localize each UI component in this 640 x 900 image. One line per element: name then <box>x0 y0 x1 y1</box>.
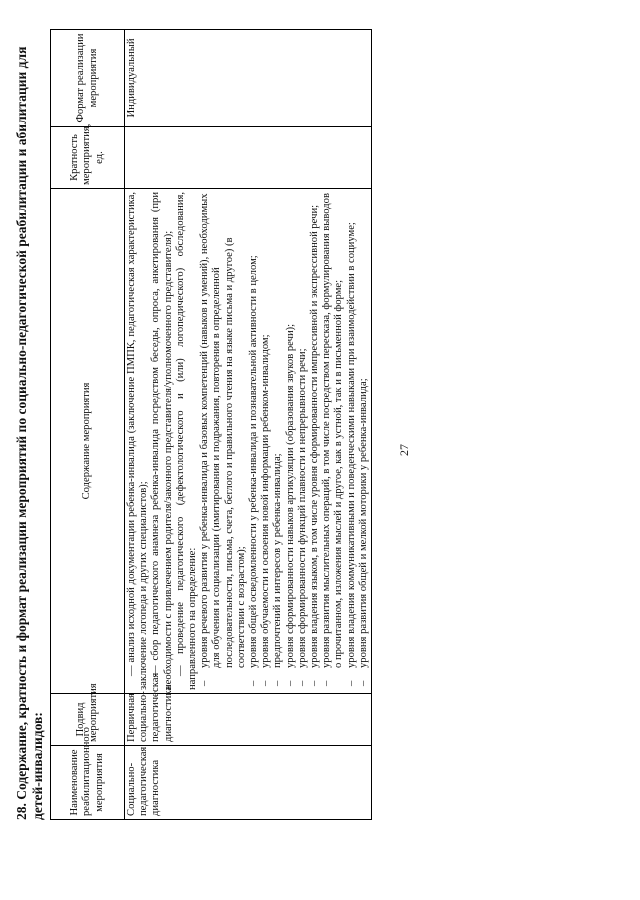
content-paragraph: — сбор педагогического анамнеза ребенка-инвалида посредством беседы, опроса, анкетирования (при необходимости с привлечением родителя/законного представителя/уполномоченного представителя); <box>150 192 174 690</box>
cell-format: Индивидуальный <box>125 30 372 127</box>
header-name: Наименование реабилитационного мероприятия <box>51 746 125 820</box>
header-frequency: Кратность мероприятия, ед. <box>51 127 125 189</box>
list-item: – уровня обучаемости и освоения новой информации ребенком-инвалидом; <box>260 192 272 690</box>
cell-subtype: Первичная социально-педагогическая диагностика <box>125 694 372 746</box>
content-paragraph: — анализ исходной документации ребенка-инвалида (заключение ПМПК, педагогическая характеристика, заключение логопеда и других специалистов); <box>126 192 150 690</box>
list-item: – уровня развития мыслительных операций, в том числе посредством пересказа, формулирования выводов о прочитанном, изложения мыслей и другое, как в устной, так и в письменной форме; <box>321 192 345 690</box>
header-content: Содержание мероприятия <box>51 189 125 694</box>
header-subtype: Подвид мероприятия <box>51 694 125 746</box>
section-title: 28. Содержание, кратность и формат реализации мероприятий по социально-педагогической реабилитации и абилитации для детей-инвалидов: <box>14 46 45 820</box>
cell-frequency <box>125 127 372 189</box>
list-item: – уровня сформированности функций плавности и непрерывности речи; <box>297 192 309 690</box>
table-header-row <box>51 30 125 820</box>
table-row <box>125 30 372 820</box>
content-list <box>199 192 370 690</box>
list-item: – уровня общей осведомленности у ребенка-инвалида и познавательной активности в целом; <box>248 192 260 690</box>
list-item: – предпочтений и интересов у ребенка-инвалида; <box>272 192 284 690</box>
header-format: Формат реализации мероприятия <box>51 30 125 127</box>
list-item: – уровня сформированности навыков артикуляции (образования звуков речи); <box>285 192 297 690</box>
cell-name: Социально-педагогическая диагностика <box>125 746 372 820</box>
list-item: – уровня владения языком, в том числе уровня сформированности импрессивной и экспрессивной речи; <box>309 192 321 690</box>
list-item: – уровня развития общей и мелкой моторики у ребенка-инвалида; <box>358 192 370 690</box>
list-item: – уровня владения коммуникативными и поведенческими навыками при взаимодействии в социуме; <box>346 192 358 690</box>
content-paragraph: — проведение педагогического (дефектологического и (или) логопедического) обследования, направленного на определение: <box>174 192 199 690</box>
rehab-table <box>50 29 372 820</box>
page-number: 27 <box>397 444 411 456</box>
list-item: – уровня речевого развития у ребенка-инвалида и базовых компетенций (навыков и умений), необходимых для обучения и социализации (имитирования и подражания, повторения в определенной последовательности, письма, счета, беглого и правильного чтения на языке письма и другое) (в соответствии с возрастом); <box>199 192 248 690</box>
cell-content <box>125 189 372 694</box>
